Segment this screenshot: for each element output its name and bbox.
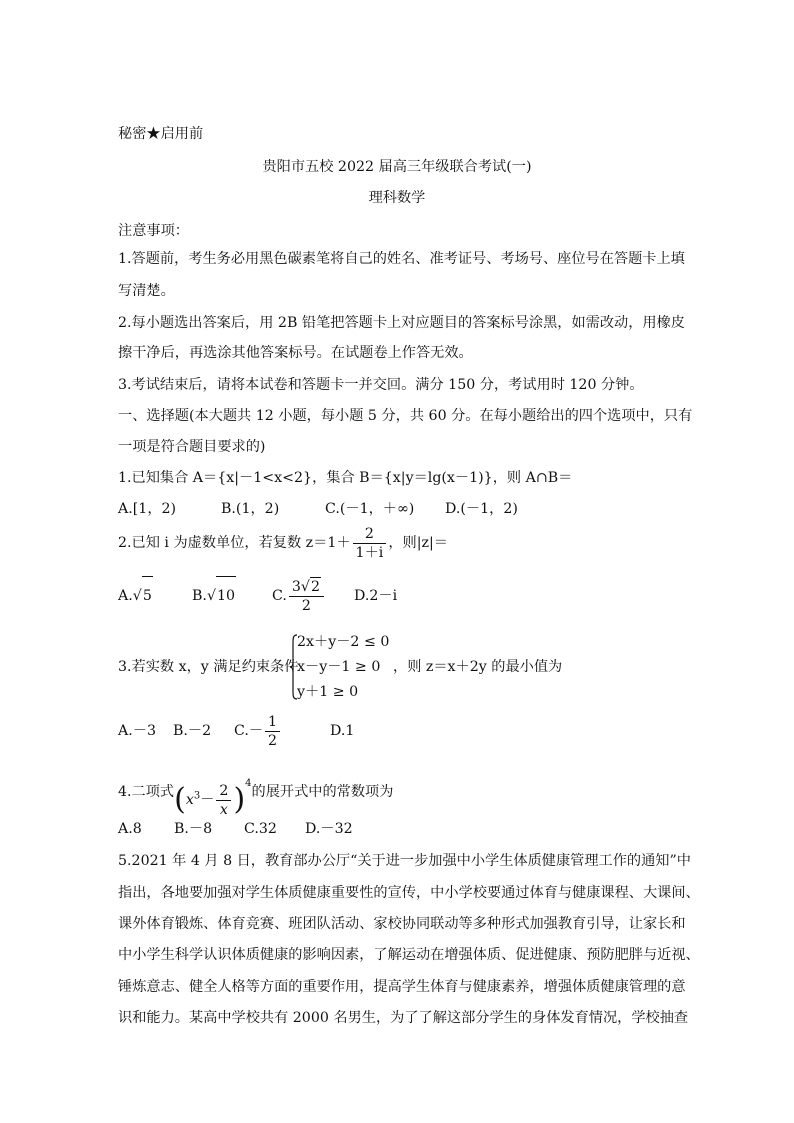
q4-option-b: B.－8 — [174, 821, 213, 837]
note-1-line-2: 写清楚。 — [118, 283, 175, 299]
q2-option-c — [272, 577, 354, 615]
q2-option-c-numerator — [289, 577, 324, 596]
q3-option-a: A.－3 — [118, 723, 156, 739]
q3-option-c-fraction — [265, 713, 280, 750]
left-paren: ( — [174, 782, 186, 817]
q2-option-c-radicand: 2 — [310, 579, 320, 595]
sqrt-symbol: √5 — [133, 576, 153, 615]
q2-stem-start: 2.已知 i 为虚数单位，若复数 z＝1＋ — [118, 535, 351, 551]
q5-line-1: 5.2021 年 4 月 8 日，教育部办公厅“关于进一步加强中小学生体质健康管理工作的通知”中 — [118, 853, 691, 869]
q5-line-4: 中小学生科学认识体质健康的影响因素，了解运动在增强体质、促进健康、预防肥胖与近视、 — [118, 947, 700, 963]
q2-stem-end: ，则|z|＝ — [388, 535, 448, 551]
q1-options — [118, 499, 518, 519]
q4-base: x — [185, 792, 194, 808]
q2-option-c-coef: 3 — [291, 579, 301, 595]
secret-label: 秘密★启用前 — [118, 126, 204, 142]
q4-fraction-numerator: 2 — [219, 782, 229, 799]
q2-option-d: D.2－i — [354, 588, 398, 604]
q2-option-b — [192, 576, 272, 615]
q5-line-2: 指出，各地要加强对学生体质健康重要性的宣传，中小学校要通过体育与健康课程、大课间、 — [118, 885, 700, 901]
q3-option-b: B.－2 — [173, 723, 212, 739]
subject-title: 理科数学 — [368, 190, 426, 206]
q2-option-b-radicand: 10 — [216, 576, 236, 615]
q3-constraint-3: y＋1 ≥ 0 — [297, 684, 359, 700]
q4-option-c: C.32 — [244, 821, 277, 837]
q2-option-a-label: A. — [118, 588, 133, 604]
q4-power: 4 — [245, 778, 252, 789]
q3-constraint-1: 2x＋y－2 ≤ 0 — [297, 634, 390, 650]
q3-option-c-denominator: 2 — [265, 731, 280, 750]
q2-option-c-fraction — [289, 577, 324, 615]
notes-heading: 注意事项： — [118, 223, 189, 239]
q2-option-a-radicand: 5 — [142, 576, 153, 615]
q1-option-b: B.(1，2) — [221, 501, 280, 517]
q1-option-c: C.(－1，＋∞) — [325, 501, 415, 517]
note-1-line-1: 1.答题前，考生务必用黑色碳素笔将自己的姓名、准考证号、考场号、座位号在答题卡上填 — [118, 251, 685, 267]
q2-option-a — [118, 576, 192, 615]
sqrt-symbol: √10 — [207, 576, 236, 615]
q4-fraction — [216, 782, 231, 819]
q3-stem-end: ，则 z＝x＋2y 的最小值为 — [393, 659, 563, 675]
q2-option-b-label: B. — [192, 588, 207, 604]
q4-option-a: A.8 — [118, 821, 142, 837]
q2-fraction-denominator: 1＋i — [353, 543, 387, 562]
q4-options — [118, 819, 353, 839]
q4-option-d: D.－32 — [305, 821, 353, 837]
q3-constraint-2: x－y－1 ≥ 0 — [297, 659, 381, 675]
sqrt-symbol: √2 — [300, 579, 320, 595]
q3-option-c-numerator: 1 — [268, 713, 278, 730]
q1-option-d: D.(－1，2) — [445, 501, 518, 517]
section-1-line-1: 一、选择题(本大题共 12 小题，每小题 5 分，共 60 分。在每小题给出的四个选项中，只有 — [118, 408, 693, 424]
q2-fraction — [353, 525, 387, 562]
q5-line-6: 识和能力。某高中学校共有 2000 名男生，为了了解这部分学生的身体发育情况，学校抽查 — [118, 1010, 689, 1026]
q2-stem — [118, 524, 448, 562]
q4-stem-end: 的展开式中的常数项为 — [251, 784, 394, 800]
q3-option-c-label: C.－ — [234, 723, 264, 739]
q1-option-a: A.[1，2) — [118, 501, 177, 517]
q4-minus: － — [200, 792, 215, 808]
q2-option-c-label: C. — [272, 588, 287, 604]
q5-line-5: 锤炼意志、健全人格等方面的重要作用，提高学生体育与健康素养，增强体质健康管理的意 — [118, 979, 686, 995]
q3-option-d: D.1 — [330, 723, 355, 739]
q3-stem-start: 3.若实数 x，y 满足约束条件 — [118, 659, 299, 675]
note-3: 3.考试结束后，请将本试卷和答题卡一并交回。满分 150 分，考试用时 120 分钟。 — [118, 377, 644, 393]
note-2-line-2: 擦干净后，再选涂其他答案标号。在试题卷上作答无效。 — [118, 345, 473, 361]
q4-stem — [118, 762, 393, 822]
right-paren: ) — [233, 782, 246, 817]
exam-title: 贵阳市五校 2022 届高三年级联合考试(一) — [262, 159, 532, 175]
q4-fraction-denominator: x — [216, 800, 231, 819]
q3-option-c — [234, 712, 330, 750]
q2-fraction-numerator: 2 — [364, 525, 374, 542]
q4-binomial — [174, 762, 251, 822]
q5-line-3: 课外体育锻炼、体育竞赛、班团队活动、家校协同联动等多种形式加强教育引导，让家长和 — [118, 916, 686, 932]
q2-options — [118, 576, 397, 615]
section-1-line-2: 一项是符合题目要求的) — [118, 439, 266, 455]
q1-stem: 1.已知集合 A＝{x|－1<x<2}，集合 B＝{x|y＝lg(x－1)}，则 A∩B＝ — [118, 470, 573, 486]
q4-stem-start: 4.二项式 — [118, 784, 175, 800]
q4-base-exponent: 3 — [193, 790, 201, 802]
q2-option-c-denominator: 2 — [289, 596, 324, 615]
note-2-line-1: 2.每小题选出答案后，用 2B 铅笔把答题卡上对应题目的答案标号涂黑，如需改动，用橡皮 — [118, 315, 685, 331]
q3-options — [118, 712, 354, 750]
